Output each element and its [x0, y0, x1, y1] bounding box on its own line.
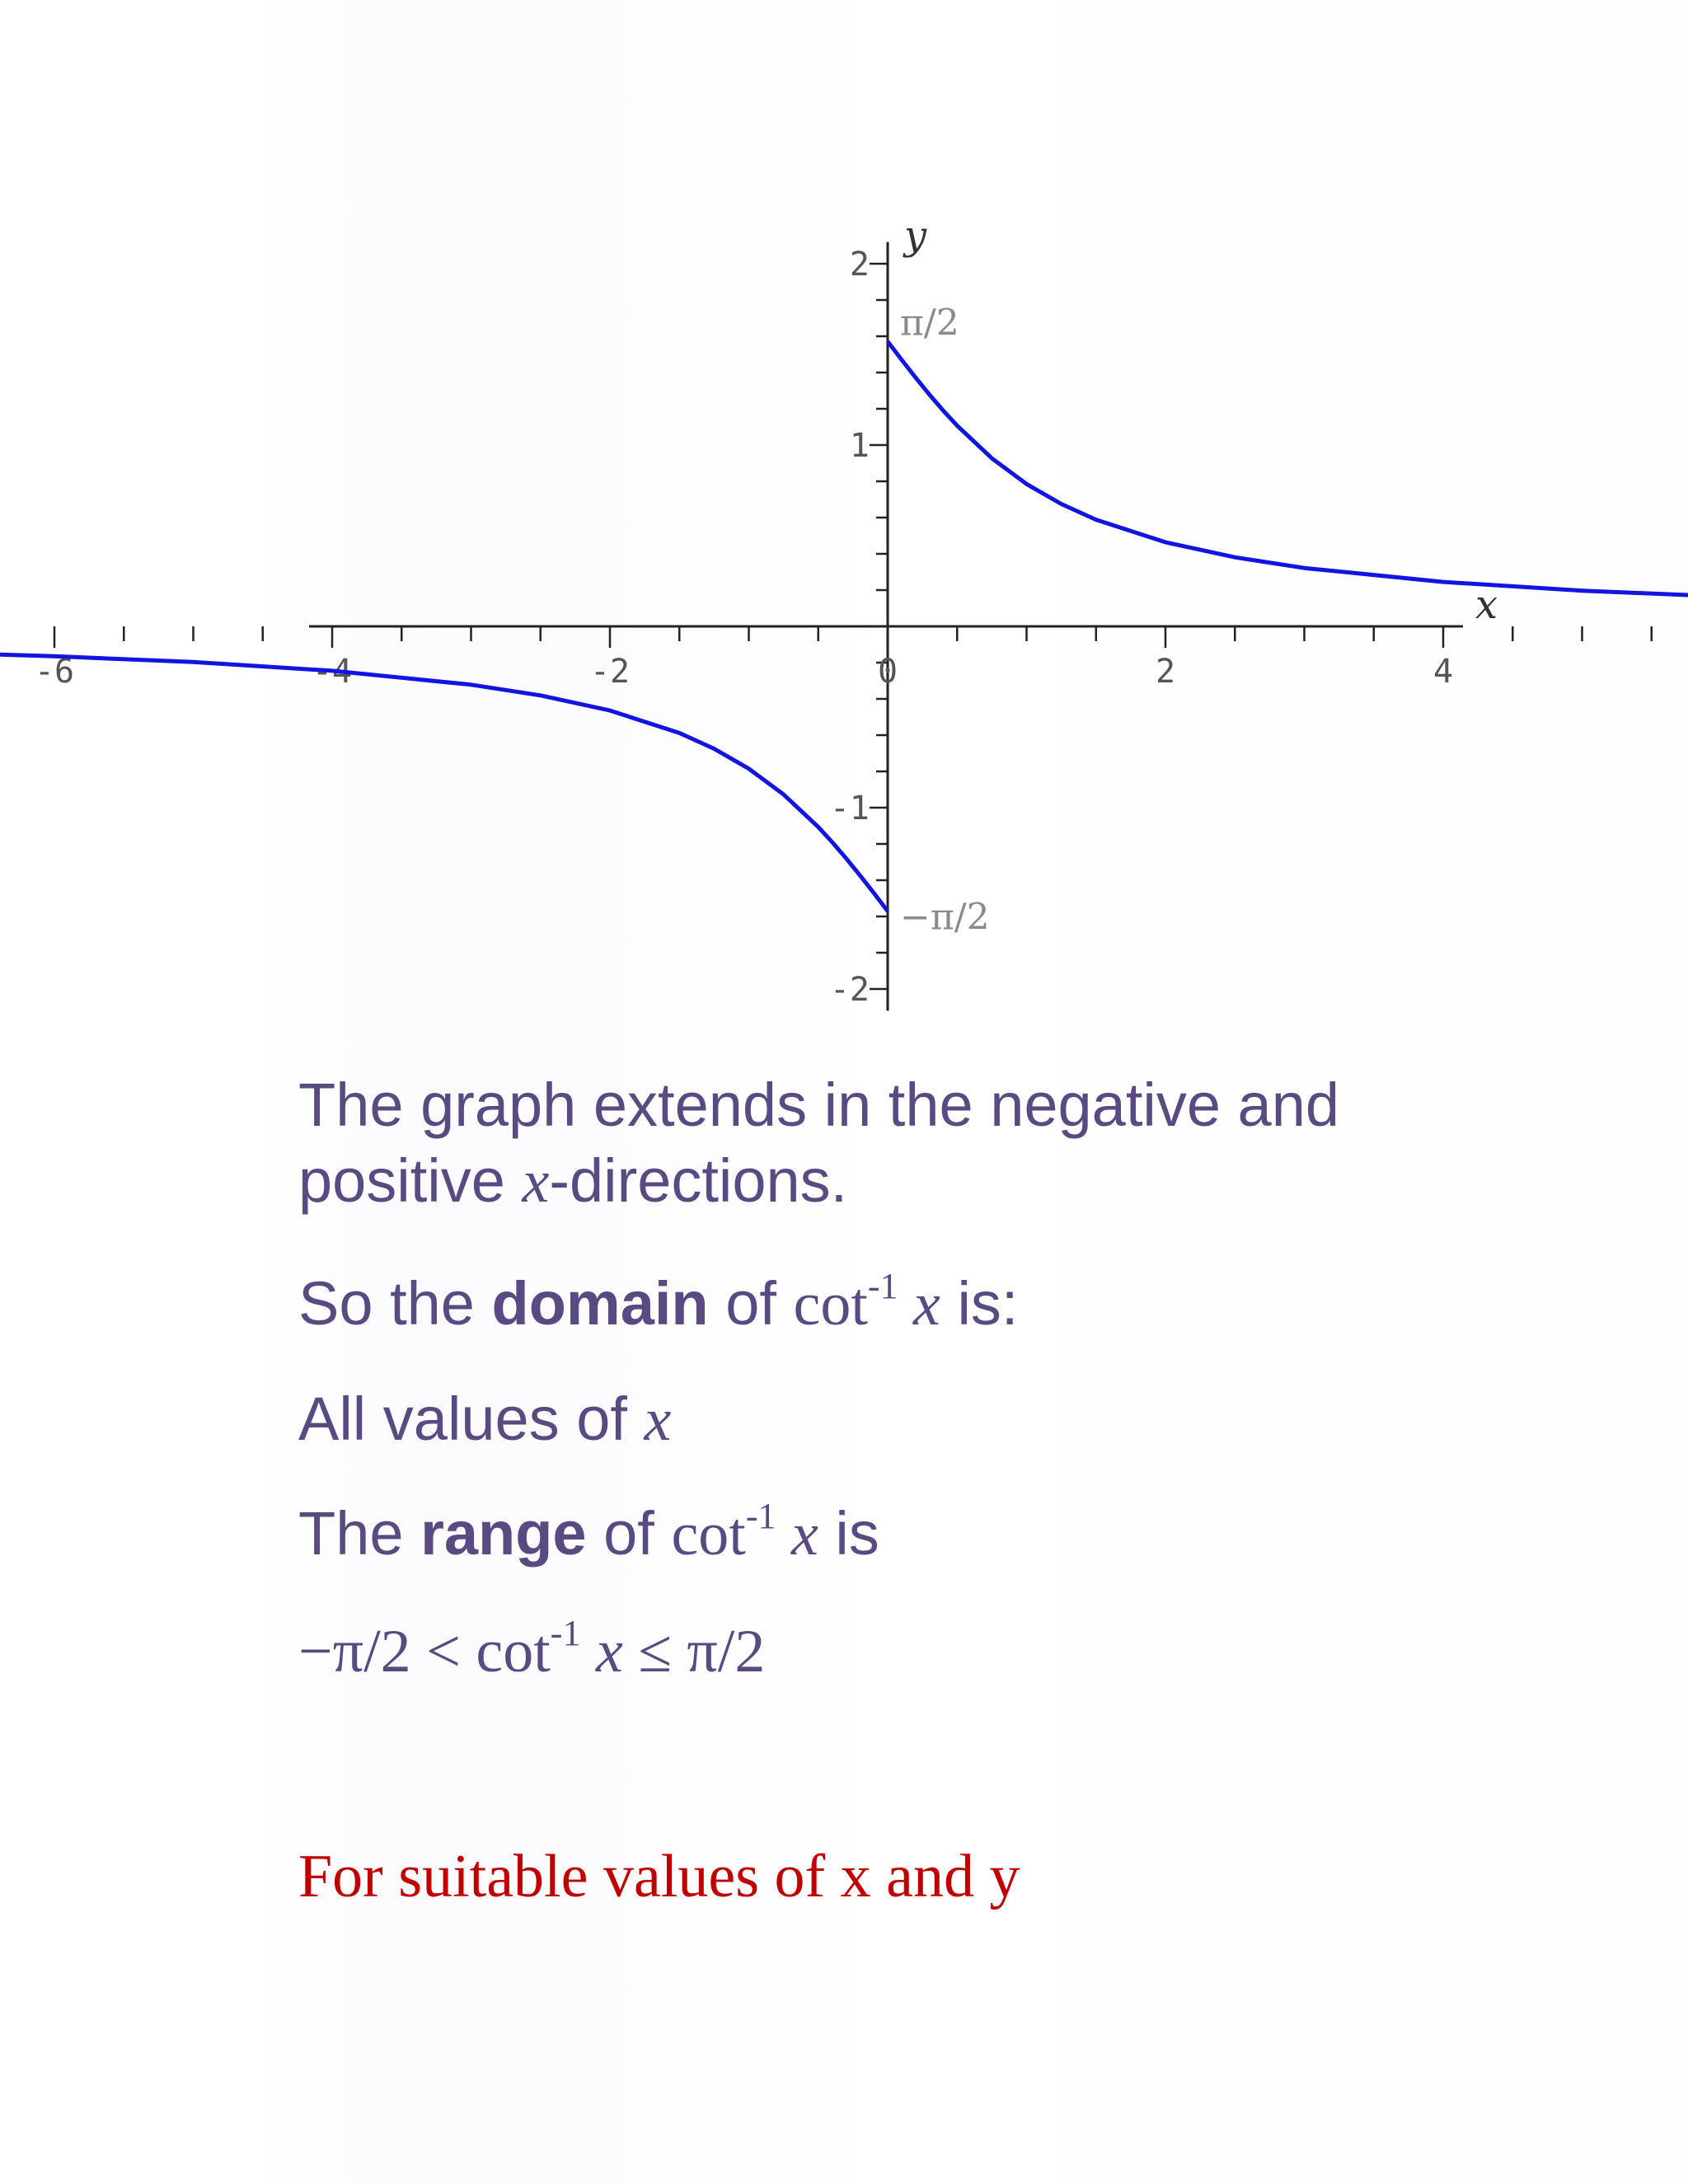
y-tick-label: -1 [829, 790, 870, 827]
domain-sup: -1 [867, 1266, 898, 1306]
cot-inverse-graph [0, 0, 1688, 1055]
domain-statement [298, 1266, 1018, 1343]
x-tick-label: -6 [34, 653, 75, 691]
y-tick-label: -2 [829, 971, 870, 1009]
x-tick-label: 0 [877, 653, 898, 691]
domain-of: of [708, 1269, 794, 1338]
domain-post: is: [940, 1269, 1019, 1338]
range-sup: -1 [745, 1496, 776, 1536]
domain-bold: domain [491, 1269, 709, 1338]
x-tick-label: -4 [312, 653, 353, 691]
y-axis-name: y [904, 213, 927, 259]
x-tick-label: 2 [1155, 653, 1176, 691]
allvalues-x: x [644, 1386, 672, 1454]
curve-negative-branch [0, 649, 888, 911]
y-tick-label: 2 [849, 246, 870, 284]
x-axis-name: x [1475, 582, 1498, 628]
chart-area [0, 0, 1688, 1055]
range-inequality [298, 1614, 765, 1690]
line2-post: -directions. [549, 1146, 848, 1215]
domain-pre: So the [298, 1269, 492, 1338]
suitable-values-note: For suitable values of x and y [298, 1843, 1020, 1910]
domain-cot: cot [793, 1271, 868, 1338]
line1: The graph extends in the negative and [298, 1071, 1340, 1139]
pi-over-2-label: π/2 [900, 302, 959, 344]
ineq-x: x [580, 1618, 623, 1685]
line2 [298, 1143, 1339, 1220]
range-bold: range [420, 1499, 587, 1568]
domain-x: x [898, 1271, 940, 1338]
range-statement [298, 1496, 879, 1572]
all-values-statement [298, 1381, 671, 1458]
neg-pi-over-2-label: −π/2 [900, 896, 990, 939]
x-tick-label: -2 [589, 653, 631, 691]
line2-pre: positive [298, 1146, 523, 1215]
line2-x: x [522, 1148, 550, 1216]
ineq-right: ≤ π/2 [622, 1618, 766, 1685]
x-tick-label: 4 [1432, 653, 1454, 691]
ineq-left: −π/2 < cot [298, 1618, 551, 1685]
graph-extends-text [298, 1067, 1339, 1220]
range-of: of [586, 1499, 672, 1568]
range-cot: cot [671, 1501, 746, 1568]
ineq-sup: -1 [550, 1613, 581, 1653]
curve-positive-branch [888, 341, 1688, 603]
allvalues-pre: All values of [298, 1385, 645, 1453]
range-pre: The [298, 1499, 421, 1568]
y-tick-label: 1 [849, 427, 870, 465]
range-post: is [818, 1499, 879, 1568]
range-x: x [776, 1501, 818, 1568]
